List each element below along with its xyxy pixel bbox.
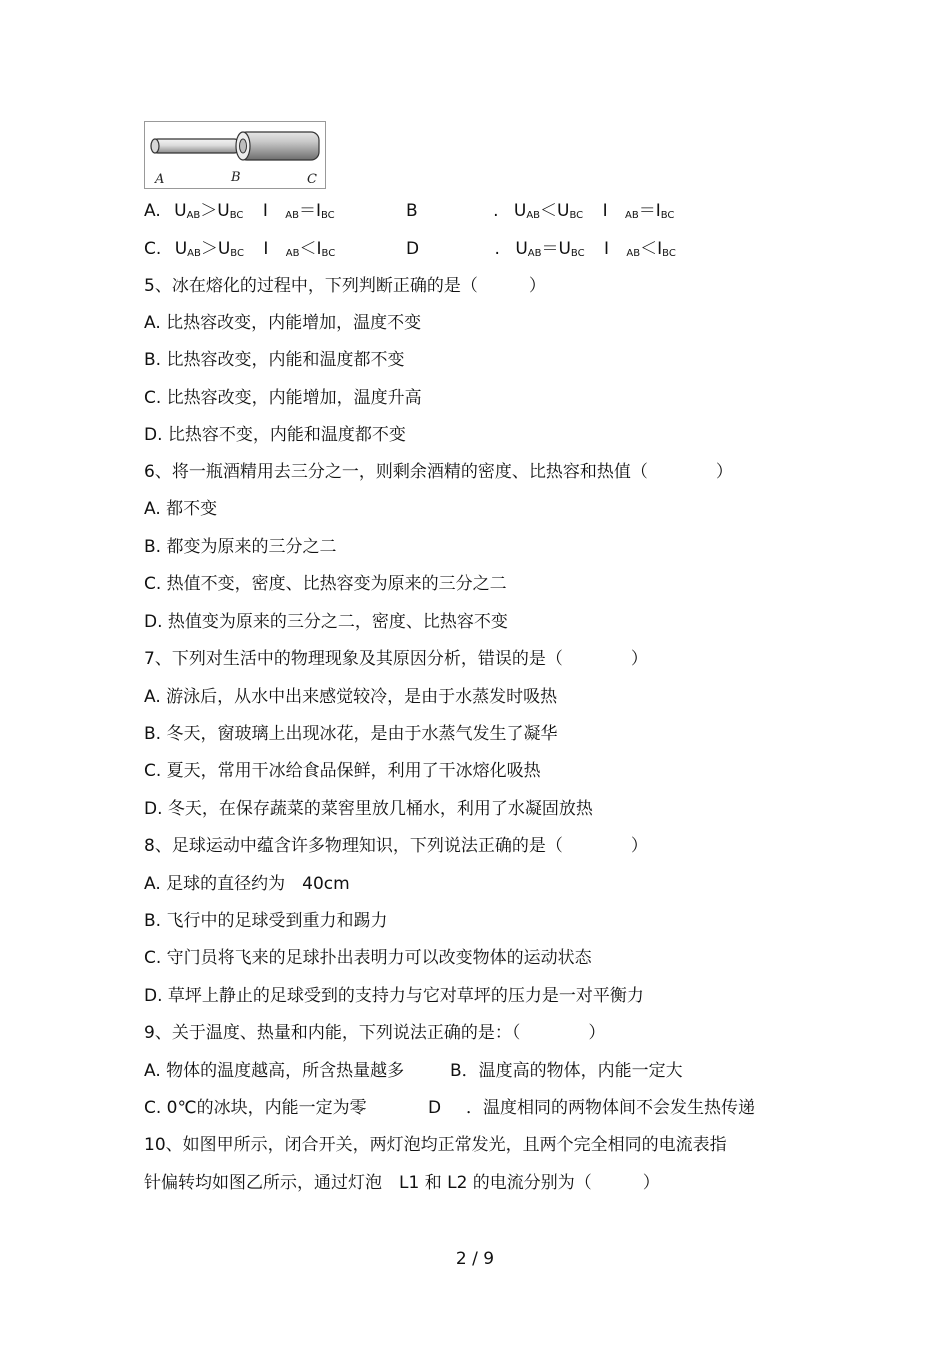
q9-option-b: B．温度高的物体，内能一定大 xyxy=(450,1061,683,1081)
q4-option-c: C. $U_{AB}>U_{BC}$ I $_{AB}<I_{BC}$ xyxy=(144,239,336,259)
conductor-figure xyxy=(144,121,326,189)
q8-option-a: A. 足球的直径约为 40cm xyxy=(144,874,350,894)
page-number: 2 / 9 xyxy=(455,1249,495,1269)
q4-option-d: D . $U_{AB}=U_{BC}$ I $_{AB}<I_{BC}$ xyxy=(406,239,676,259)
conductor-drawing xyxy=(145,122,325,188)
q10-stem-line-1: 10、如图甲所示，闭合开关，两灯泡均正常发光，且两个完全相同的电流表指 xyxy=(144,1135,727,1155)
q6-option-d: D. 热值变为原来的三分之二，密度、比热容不变 xyxy=(144,612,508,632)
q7-stem: 7、下列对生活中的物理现象及其原因分析，错误的是（ ） xyxy=(144,649,648,669)
thick-segment xyxy=(239,132,319,160)
label-c: C xyxy=(307,172,317,187)
q5-option-a: A. 比热容改变，内能增加，温度不变 xyxy=(144,313,422,333)
q7-option-a: A. 游泳后，从水中出来感觉较冷，是由于水蒸发时吸热 xyxy=(144,687,558,707)
q4-option-a: A. $U_{AB}>U_{BC}$ I $_{AB}=I_{BC}$ xyxy=(144,201,335,221)
q6-option-c: C. 热值不变，密度、比热容变为原来的三分之二 xyxy=(144,574,507,594)
end-face-a xyxy=(151,139,159,153)
q5-stem: 5、冰在熔化的过程中，下列判断正确的是（ ） xyxy=(144,276,546,296)
q6-option-a: A. 都不变 xyxy=(144,499,218,519)
label-b: B xyxy=(231,170,241,185)
q5-option-c: C. 比热容改变，内能增加，温度升高 xyxy=(144,388,422,408)
q9-option-d: ．温度相同的两物体间不会发生热传递 xyxy=(466,1098,755,1118)
q6-stem: 6、将一瓶酒精用去三分之一，则剩余酒精的密度、比热容和热值（ ） xyxy=(144,462,733,482)
q7-option-c: C. 夏天，常用干冰给食品保鲜，利用了干冰熔化吸热 xyxy=(144,761,541,781)
q6-option-b: B. 都变为原来的三分之二 xyxy=(144,537,337,557)
q10-stem-line-2: 针偏转均如图乙所示，通过灯泡 L1 和 L2 的电流分别为（ ） xyxy=(144,1173,660,1193)
q9-option-a: A. 物体的温度越高，所含热量越多 xyxy=(144,1061,405,1081)
q9-stem: 9、关于温度、热量和内能，下列说法正确的是：（ ） xyxy=(144,1023,606,1043)
q5-option-b: B. 比热容改变，内能和温度都不变 xyxy=(144,350,405,370)
thin-segment xyxy=(151,139,241,153)
label-a: A xyxy=(155,172,165,187)
q8-option-c: C. 守门员将飞来的足球扑出表明力可以改变物体的运动状态 xyxy=(144,948,592,968)
q8-stem: 8、足球运动中蕴含许多物理知识，下列说法正确的是（ ） xyxy=(144,836,648,856)
q7-option-d: D. 冬天，在保存蔬菜的菜窖里放几桶水，利用了水凝固放热 xyxy=(144,799,593,819)
q4-option-b: B . $U_{AB}<U_{BC}$ I $_{AB}=I_{BC}$ xyxy=(406,201,675,221)
q7-option-b: B. 冬天，窗玻璃上出现冰花，是由于水蒸气发生了凝华 xyxy=(144,724,558,744)
q8-option-b: B. 飞行中的足球受到重力和踢力 xyxy=(144,911,388,931)
q9-option-c: C. 0℃的冰块，内能一定为零 xyxy=(144,1098,367,1118)
q5-option-d: D. 比热容不变，内能和温度都不变 xyxy=(144,425,406,445)
q8-option-d: D. 草坪上静止的足球受到的支持力与它对草坪的压力是一对平衡力 xyxy=(144,986,644,1006)
q9-option-d-letter: D xyxy=(428,1098,442,1118)
